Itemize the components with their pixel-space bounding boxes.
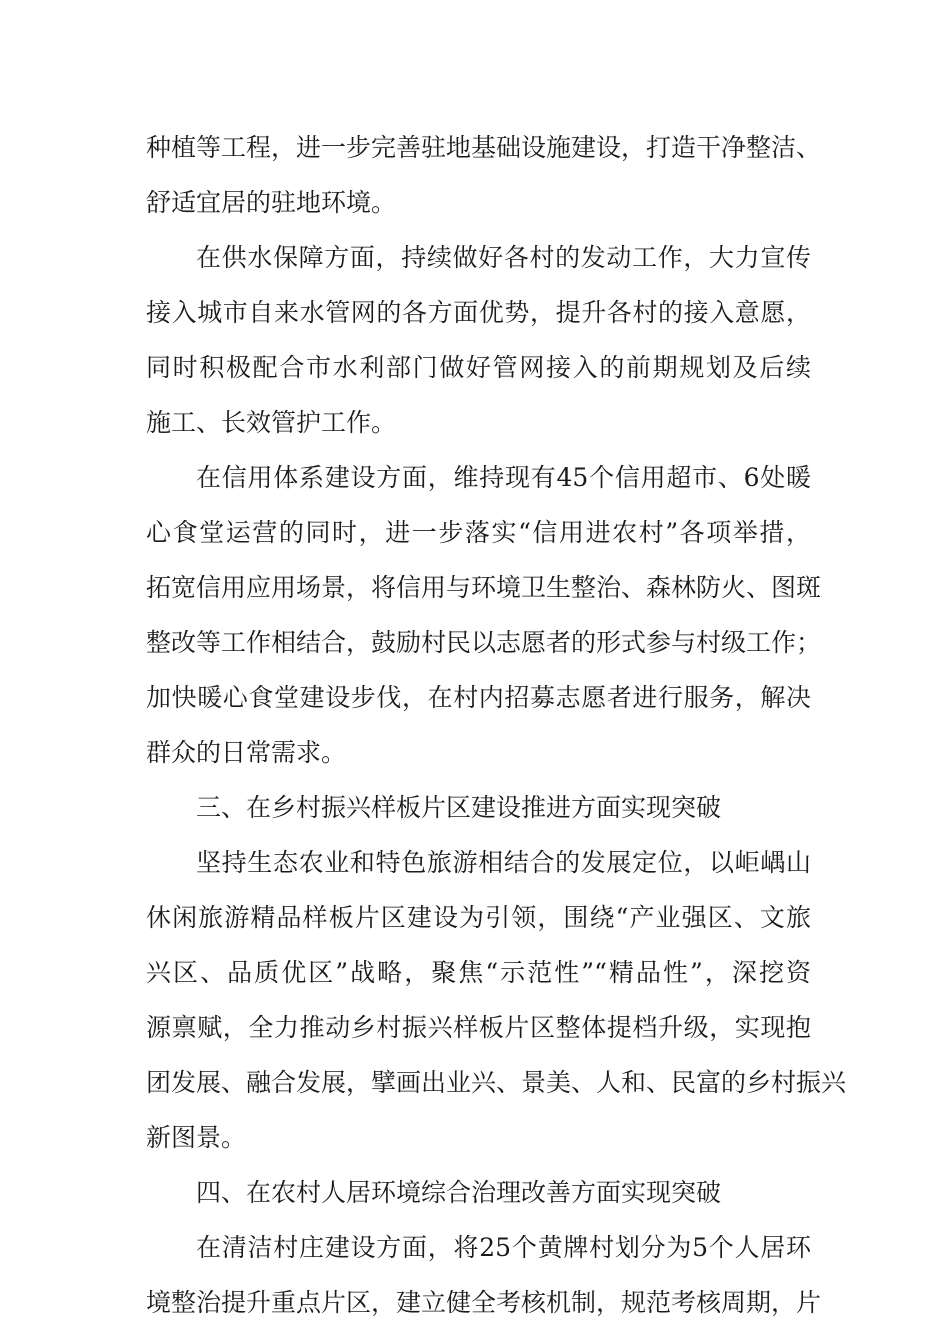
text-line: 心食堂运营的同时，进一步落实“信用进农村”各项举措， (146, 518, 811, 547)
text-line: 同时积极配合市水利部门做好管网接入的前期规划及后续 (146, 353, 811, 382)
text-line: 加快暖心食堂建设步伐，在村内招募志愿者进行服务，解决 (146, 683, 811, 712)
text-line: 坚持生态农业和特色旅游相结合的发展定位，以岠嵎山 (196, 848, 811, 877)
text-line: 兴区、品质优区”战略，聚焦“示范性”“精品性”，深挖资 (146, 958, 811, 987)
text-line: 整改等工作相结合，鼓励村民以志愿者的形式参与村级工作； (146, 628, 822, 657)
text-line: 施工、长效管护工作。 (146, 408, 397, 437)
text-line: 四、在农村人居环境综合治理改善方面实现突破 (196, 1178, 722, 1207)
text-line: 在信用体系建设方面，维持现有45个信用超市、6处暖 (196, 463, 811, 492)
text-line: 源禀赋，全力推动乡村振兴样板片区整体提档升级，实现抱 (146, 1013, 811, 1042)
text-line: 舒适宜居的驻地环境。 (146, 188, 397, 217)
text-line: 在供水保障方面，持续做好各村的发动工作，大力宣传 (196, 243, 811, 272)
text-line: 新图景。 (146, 1123, 247, 1152)
text-line: 拓宽信用应用场景，将信用与环境卫生整治、森林防火、图斑 (146, 573, 822, 602)
text-line: 种植等工程，进一步完善驻地基础设施建设，打造干净整洁、 (146, 133, 822, 162)
text-line: 团发展、融合发展，擘画出业兴、景美、人和、民富的乡村振兴 (146, 1068, 847, 1097)
text-line: 休闲旅游精品样板片区建设为引领，围绕“产业强区、文旅 (146, 903, 811, 932)
document-body (146, 120, 847, 1330)
text-line: 在清洁村庄建设方面，将25个黄牌村划分为5个人居环 (196, 1233, 811, 1262)
text-line: 三、在乡村振兴样板片区建设推进方面实现突破 (196, 793, 722, 822)
text-line: 境整治提升重点片区，建立健全考核机制，规范考核周期，片 (146, 1288, 822, 1317)
text-line: 群众的日常需求。 (146, 738, 347, 767)
text-line: 接入城市自来水管网的各方面优势，提升各村的接入意愿， (146, 298, 811, 327)
